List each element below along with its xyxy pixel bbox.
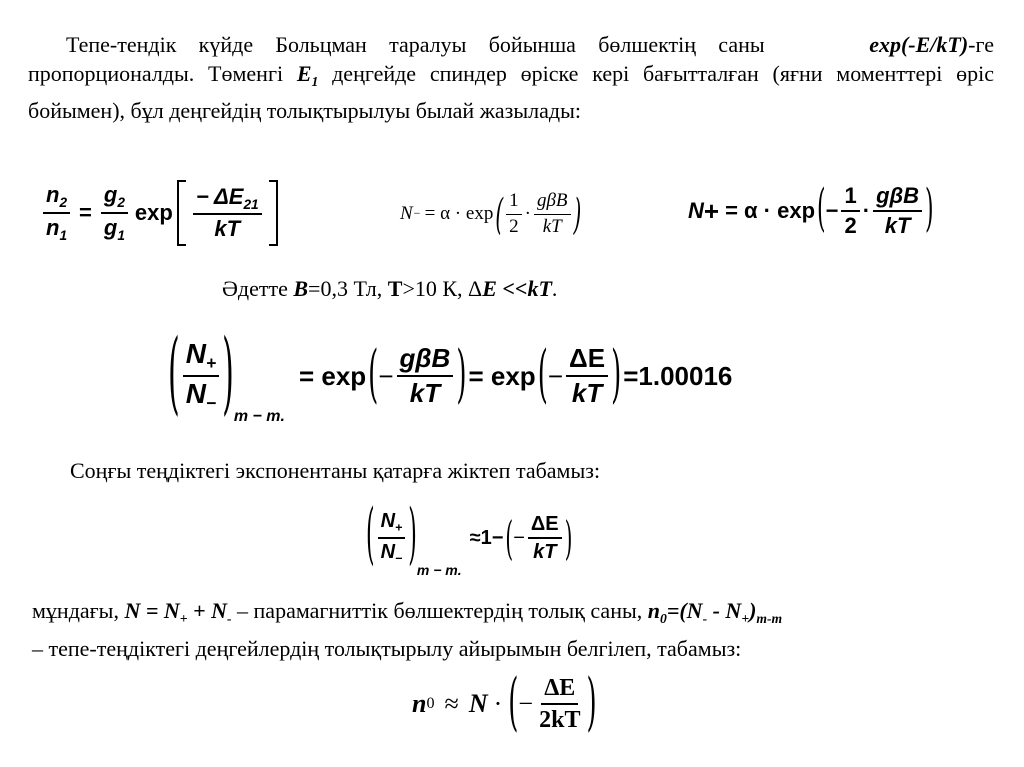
n-minus-den-sub: − [205, 393, 217, 414]
left-paren-bold: ( [817, 181, 826, 239]
de-kt-fraction [566, 344, 608, 407]
equation-n-plus [688, 180, 934, 242]
def-eq-n-sub: - [702, 610, 708, 626]
right-paren-6: ) [586, 668, 597, 740]
definition-line-2: – тепе-теңдіктегі деңгейлердің толықтырылу айырымын белгілеп, табамыз: [32, 635, 742, 661]
intro-expr-e1: E [296, 61, 312, 86]
big-right-paren: ) [222, 322, 234, 427]
def-eq-n: =(N [666, 598, 703, 623]
left-paren-2: ( [537, 340, 548, 412]
n-minus-den-sub-5: − [395, 551, 403, 566]
right-paren: ) [573, 188, 582, 240]
g1-sub: 1 [117, 227, 125, 243]
equation-n-minus [400, 186, 581, 242]
dot-operator: · [524, 203, 531, 224]
n0-symbol: n [412, 689, 427, 718]
intro-text-a: Тепе-тендік күйде Больцман таралуы бойынша бөлшектің саны [66, 32, 765, 57]
conditions-line [222, 276, 557, 302]
half-fraction [506, 191, 522, 238]
right-paren-2: ) [611, 340, 622, 412]
gbb-den-bold: kT [884, 213, 911, 238]
delta-e21-symbol: − ΔE [195, 183, 244, 209]
minus-sign: − [825, 198, 839, 223]
ratio-n-fraction [43, 183, 70, 243]
right-paren-5: ) [408, 499, 417, 574]
kt-symbol: kT [214, 216, 241, 242]
half-num: 1 [506, 191, 522, 215]
de-2kt-fraction [536, 675, 583, 734]
half-den: 2 [509, 215, 519, 237]
n-minus-sub: − [412, 207, 421, 220]
equals-exp-2: = exp [468, 360, 536, 391]
equation-population-ratio [40, 178, 282, 248]
g2-symbol: g [103, 182, 118, 208]
n-plus-num-sub-5: + [395, 520, 403, 535]
alpha-exp: = α · exp [424, 203, 494, 224]
conditions-text-d: << [496, 276, 528, 301]
equation-ratio-value [168, 322, 732, 430]
conditions-b: B [293, 276, 309, 301]
minus-5: − [513, 526, 525, 549]
conditions-kt: kT [527, 276, 552, 301]
alpha-exp-bold: = α · exp [725, 198, 816, 223]
half-num-bold: 1 [841, 184, 859, 212]
right-paren-1: ) [456, 340, 467, 412]
de-kt-num-5: ΔE [528, 513, 562, 539]
def-n-plus-sub: + [179, 610, 188, 626]
def-n-minus: + N [187, 598, 227, 623]
n-plus-over-n-minus [183, 339, 219, 413]
definition-paragraph [32, 596, 782, 664]
def-text-d: – парамагниттік бөлшектердің толық саны, [231, 598, 648, 623]
g1-symbol: g [103, 215, 118, 240]
definition-line-1 [32, 596, 782, 634]
intro-text-b: -ге пропорционалды. Төменгі [28, 32, 994, 86]
g2-sub: 2 [117, 195, 125, 210]
conditions-t: T [387, 276, 403, 301]
approx-sign: ≈ [444, 689, 459, 718]
gbb-kt-fraction [397, 344, 454, 407]
left-paren-5: ( [366, 499, 375, 574]
exp-function: exp [134, 200, 173, 225]
n-minus-den: N [185, 378, 206, 409]
right-paren-5b: ) [564, 510, 573, 566]
gbb-fraction [534, 191, 571, 238]
equals-sign: = [79, 200, 92, 225]
gbb-num: gβB [534, 191, 571, 215]
conditions-text-b: =0,3 Тл, [308, 276, 388, 301]
right-paren-bold: ) [925, 181, 934, 239]
n-plus-num: N [185, 337, 206, 369]
square-bracket [177, 180, 278, 246]
left-paren-1: ( [368, 340, 379, 412]
delta-e21-sub: 21 [243, 196, 259, 212]
left-paren-5b: ( [505, 510, 514, 566]
ratio-g-fraction [101, 183, 128, 243]
n2-sub: 2 [59, 195, 68, 210]
n2-symbol: n [46, 182, 60, 208]
de-2kt-den: 2kT [539, 707, 581, 733]
dot-operator-bold: · [862, 198, 871, 223]
gbb-kt-num: gβB [397, 344, 454, 377]
de-2kt-num: ΔE [541, 675, 578, 705]
def-n-minus-sub: - [226, 610, 232, 626]
n-ratio-fraction-5 [378, 510, 406, 566]
half-den-bold: 2 [844, 213, 857, 238]
gbb-den: kT [542, 215, 562, 237]
equals-exp-1: = exp [298, 360, 367, 391]
delta-e21-fraction [193, 185, 262, 242]
left-paren: ( [495, 188, 504, 240]
n-plus-sub: + [703, 195, 720, 226]
def-minus-n: - N [707, 598, 742, 623]
de-kt-fraction-5 [528, 513, 562, 563]
de-kt-num: ΔE [566, 344, 608, 377]
n-plus-symbol: N [688, 198, 704, 223]
de-kt-den: kT [571, 378, 603, 408]
conditions-text-c: >10 К, Δ [402, 276, 483, 301]
dot-operator-6: · [493, 689, 503, 718]
n-plus-num-5: N [380, 510, 396, 533]
half-fraction-bold [841, 184, 859, 238]
n-symbol-6: N [468, 689, 488, 718]
def-text-a: мұндағы, [32, 598, 125, 623]
approx-one-minus: ≈1− [469, 526, 504, 549]
gbb-fraction-bold [873, 184, 922, 238]
n1-sub: 1 [59, 227, 68, 243]
intro-expr-e1-sub: 1 [311, 73, 319, 89]
n-plus-num-sub: + [205, 352, 217, 373]
def-minus-n-sub: + [741, 610, 750, 626]
paren-subscript-5: m − m. [416, 562, 462, 578]
paren-subscript: m − m. [233, 408, 285, 425]
left-paren-6: ( [508, 668, 519, 740]
def-n0-sub: 0 [660, 610, 667, 626]
de-kt-den-5: kT [533, 541, 557, 563]
conditions-e: E [482, 276, 497, 301]
minus-6: − [518, 689, 534, 718]
n0-sub: 0 [426, 695, 435, 712]
equation-series-approx [366, 496, 572, 580]
gbb-num-bold: gβB [873, 184, 922, 212]
conditions-text-a: Әдетте [222, 276, 294, 301]
intro-paragraph [28, 30, 994, 125]
big-left-paren: ( [168, 322, 180, 427]
ratio-result: =1.00016 [623, 360, 733, 391]
intro-expr-boltzmann: exp(-E/kT) [869, 32, 969, 57]
n1-symbol: n [46, 215, 60, 240]
def-close-paren: ) [749, 598, 757, 623]
minus-2: − [547, 360, 564, 391]
equation-n0 [412, 668, 597, 740]
n-minus-symbol: N [400, 203, 413, 224]
def-mm-sub: m-m [756, 610, 783, 626]
minus-1: − [378, 360, 394, 391]
conditions-text-e: . [551, 276, 558, 301]
intro-text-c: деңгейде спиндер өріске кері бағытталған (яғни моменттері өріс бойымен), бұл деңгейдің толықтырылуы былай жазылады: [28, 61, 994, 123]
def-n-total: N = N [124, 598, 180, 623]
n-minus-den-5: N [380, 541, 396, 563]
gbb-kt-den: kT [409, 378, 441, 408]
def-n0: n [647, 598, 660, 623]
series-expansion-text: Соңғы теңдіктегі экспонентаны қатарға жіктеп табамыз: [70, 458, 601, 483]
